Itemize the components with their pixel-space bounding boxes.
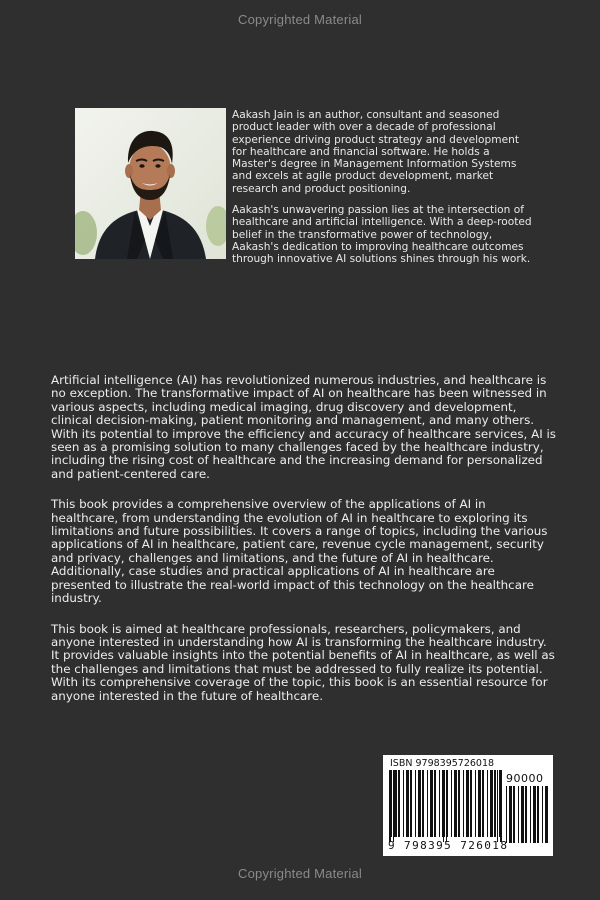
barcode-bar [458,770,460,837]
barcode-bar [521,786,524,843]
barcode-bar [518,786,519,843]
barcode-addon-number: 90000 [506,772,544,785]
barcode-bar [394,770,397,837]
barcode-bar [494,770,496,837]
barcode-guard-bar [443,770,444,842]
barcode-guard-bar [389,770,391,842]
description-paragraph-1: Artificial intelligence (AI) has revolutionized numerous industries, and healthcare is no exception. The transformative impact of AI on healthcare has been witnessed in various aspects, including medical imaging, drug discovery and development, clinical decision-making, patient monitoring and management, and many others. With its potential to improve the efficiency and accuracy of healthcare services, AI is seen as a promising solution to many challenges faced by the healthcare industry, including the rising cost of healthcare and the increasing demand for personalized and patient-centered care. [51,373,556,481]
barcode-bar [398,770,400,837]
barcode-bar [403,770,404,837]
barcode-guard-bar [500,770,502,842]
barcode-bar [451,770,452,837]
barcode-bar [530,786,531,843]
description-paragraph-3: This book is aimed at healthcare professionals, researchers, policymakers, and anyone interested in understanding how AI is transforming the healthcare industry. It provides valuable insights into the potential benefits of AI in healthcare, as well as the challenges and limitations that must be addressed to fully realize its potential. With its comprehensive coverage of the topic, this book is an essential resource for anyone interested in the future of healthcare. [51,621,555,703]
barcode-bar [463,770,464,837]
barcode-bar [475,770,476,837]
copyright-watermark-top: Copyrighted Material [238,12,362,27]
barcode-bar [537,786,539,843]
barcode-bar [499,770,500,837]
isbn-barcode-box [383,755,553,856]
author-photo [75,108,226,259]
author-bio [232,109,532,275]
barcode-bar [487,770,488,837]
barcode-bar [410,770,412,837]
barcode-bar [418,770,421,837]
author-bio-paragraph-2: Aakash's unwavering passion lies at the intersection of healthcare and artificial intelligence. With a deep-rooted belief in the transformative power of technology, Aakash's dedication to improving healthcare outcomes through innovative AI solutions shines through his work. [232,204,532,266]
barcode-bar [509,786,512,843]
barcode-bar [415,770,416,837]
barcode-bar [470,770,472,837]
author-portrait-image [75,108,226,259]
book-description [51,374,556,720]
barcode-bar [525,786,527,843]
barcode-bar [533,786,536,843]
copyright-watermark-bottom: Copyrighted Material [238,866,362,881]
barcode-bar [545,786,548,843]
barcode-bar [434,770,436,837]
barcode-bar [430,770,433,837]
barcode-guard-bar [446,770,447,842]
barcode-bar [542,786,543,843]
barcode-bar [454,770,457,837]
barcode-bar [439,770,440,837]
isbn-label: ISBN 9798395726018 [390,758,495,769]
barcode-bar [422,770,424,837]
barcode-bar [391,770,392,837]
barcode-bar [466,770,469,837]
barcode-guard-bar [497,770,498,842]
barcode-bar [478,770,481,837]
author-bio-paragraph-1: Aakash Jain is an author, consultant and seasoned product leader with over a decade of professional experience driving product strategy and development for healthcare and financial software. He holds a Master's degree in Management Information Systems and excels at agile product development, market research and product positioning. [232,109,519,195]
barcode-bar [427,770,428,837]
barcode-guard-bar [393,770,394,842]
barcode-bar [482,770,484,837]
barcode-digits: 9 798395 726018 [388,839,509,852]
barcode-bar [406,770,409,837]
barcode-bar [506,786,507,843]
barcode-bar [490,770,493,837]
barcode-bar [513,786,515,843]
description-paragraph-2: This book provides a comprehensive overview of the applications of AI in healthcare, from understanding the evolution of AI in healthcare to exploring its limitations and future possibilities. It covers a range of topics, including the various applications of AI in healthcare, patient care, revenue cycle management, security and privacy, challenges and limitations, and the future of AI in healthcare. Additionally, case studies and practical applications of AI in healthcare are presented to illustrate the real-world impact of this technology on the healthcare industry. [51,497,548,606]
